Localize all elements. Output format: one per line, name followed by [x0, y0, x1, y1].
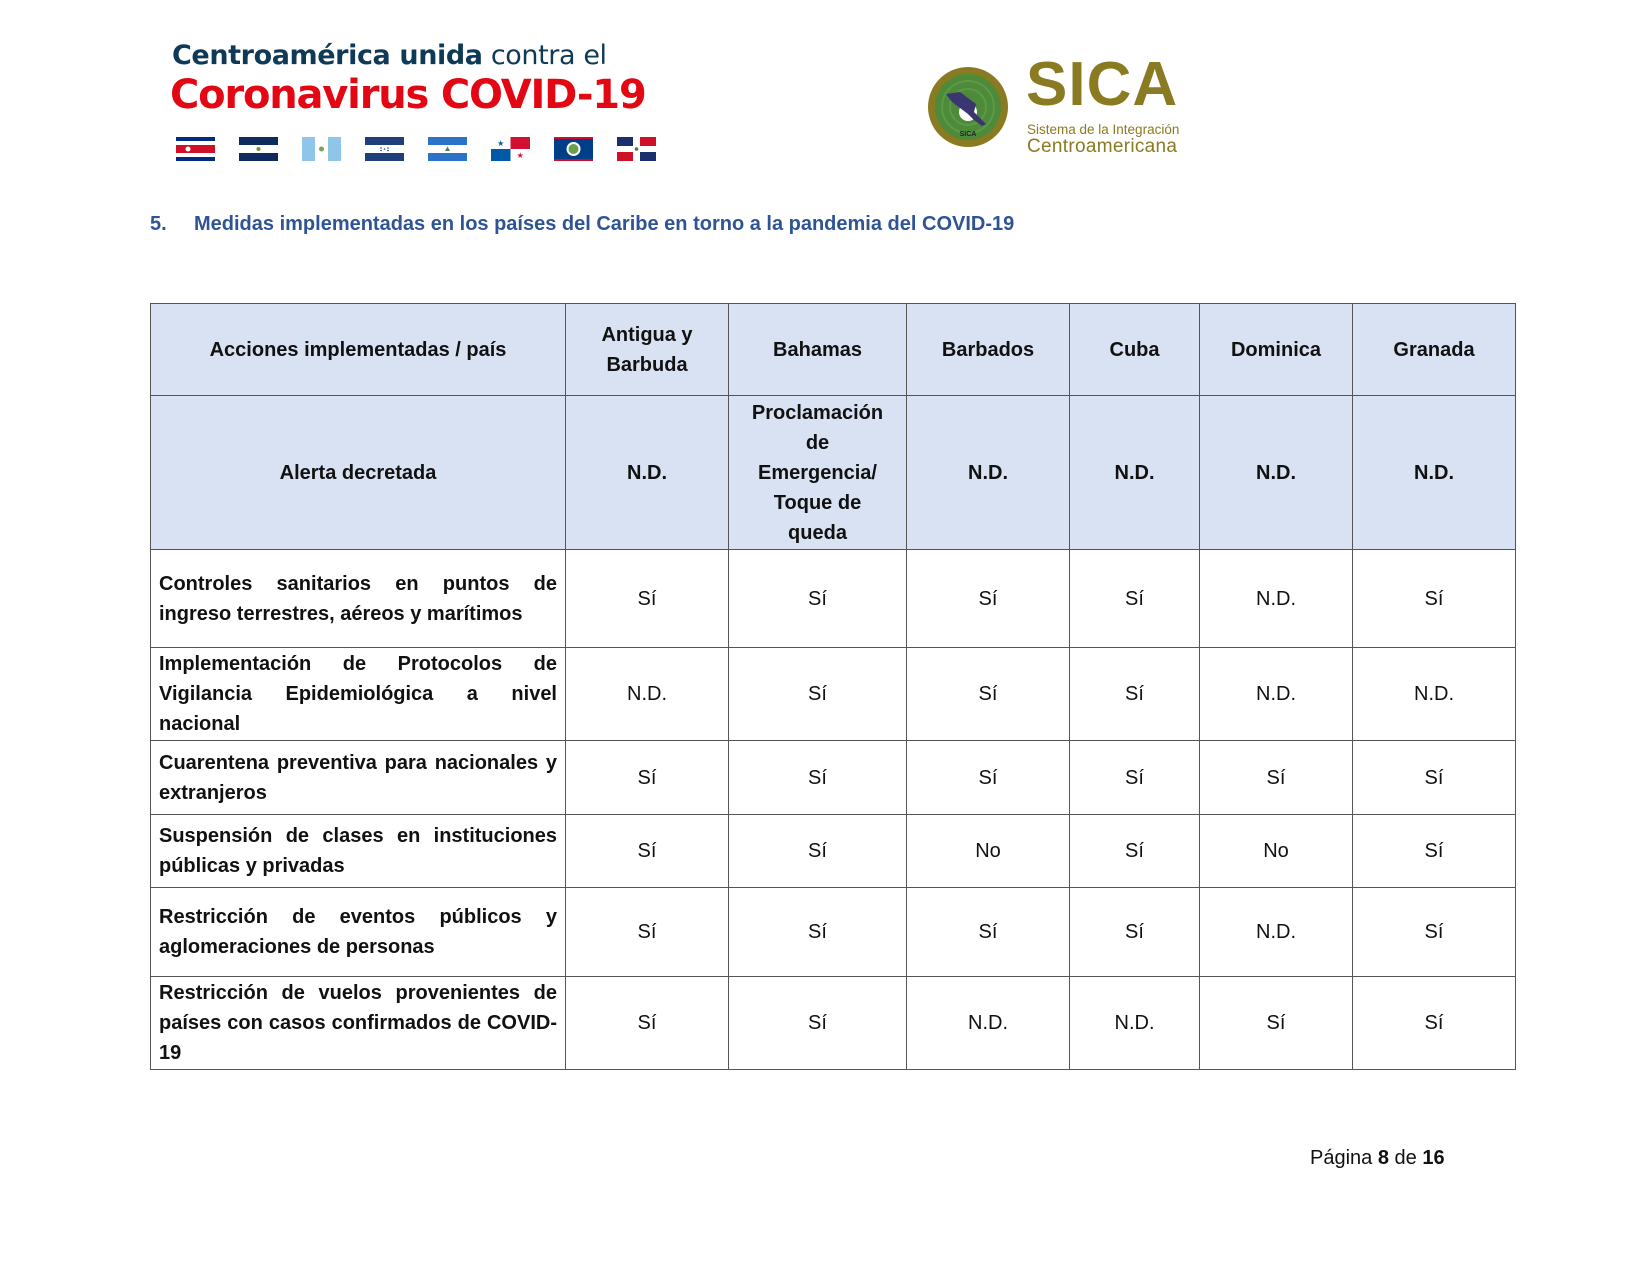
- table-header-row: [151, 304, 1516, 396]
- costa-rica-flag-icon: [176, 137, 215, 161]
- table-cell: Sí: [566, 977, 729, 1070]
- table-cell: N.D.: [1200, 550, 1353, 648]
- column-header-barbados: Barbados: [907, 304, 1070, 396]
- section-title: Medidas implementadas en los países del Caribe en torno a la pandemia del COVID-19: [194, 213, 1015, 235]
- table-cell: Sí: [1353, 977, 1516, 1070]
- table-cell: Sí: [729, 550, 907, 648]
- column-header-dominica: Dominica: [1200, 304, 1353, 396]
- table-cell: N.D.: [1070, 977, 1200, 1070]
- table-cell: Sí: [907, 888, 1070, 977]
- el-salvador-flag-icon: [239, 137, 278, 161]
- table-cell: N.D.: [907, 977, 1070, 1070]
- sica-seal-icon: [916, 52, 1026, 162]
- logo-line-1-regular: contra el: [490, 40, 607, 71]
- table-cell: Sí: [729, 815, 907, 888]
- sica-subtitle-2: Centroamericana: [1027, 136, 1178, 157]
- table-cell: Sí: [1200, 977, 1353, 1070]
- column-header-cuba: Cuba: [1070, 304, 1200, 396]
- table-cell: N.D.: [566, 396, 729, 550]
- guatemala-flag-icon: [302, 137, 341, 161]
- row-action: Restricción de eventos públicos y aglomeraciones de personas: [151, 888, 566, 977]
- total-pages: 16: [1422, 1147, 1445, 1169]
- table-cell: Sí: [1200, 741, 1353, 815]
- table-cell: Sí: [566, 815, 729, 888]
- table-cell: Sí: [1353, 550, 1516, 648]
- logo-line-1-bold: Centroamérica unida: [172, 40, 483, 71]
- table-cell: No: [907, 815, 1070, 888]
- svg-text:★: ★: [516, 151, 524, 160]
- svg-text:★: ★: [497, 139, 505, 148]
- page-number: [1310, 1147, 1445, 1170]
- table-cell: Sí: [729, 741, 907, 815]
- nicaragua-flag-icon: [428, 137, 467, 161]
- table-cell: Sí: [729, 648, 907, 741]
- sica-title: SICA: [1026, 50, 1179, 119]
- column-header-antigua-y-barbuda: Antigua y Barbuda: [566, 304, 729, 396]
- page-label: Página: [1310, 1147, 1373, 1169]
- table-row: [151, 550, 1516, 648]
- of-label: de: [1394, 1147, 1417, 1169]
- table-row: [151, 815, 1516, 888]
- table-cell: Sí: [907, 741, 1070, 815]
- table-cell: N.D.: [1200, 888, 1353, 977]
- table-cell: N.D.: [1070, 396, 1200, 550]
- column-header-actions: Acciones implementadas / país: [151, 304, 566, 396]
- row-action: Restricción de vuelos provenientes de países con casos confirmados de COVID-19: [151, 977, 566, 1070]
- section-number: 5.: [150, 213, 167, 235]
- dominican-republic-flag-icon: [617, 137, 656, 161]
- table-cell: Sí: [566, 888, 729, 977]
- table-cell: Sí: [1353, 741, 1516, 815]
- table-row: [151, 888, 1516, 977]
- sica-subtitle-1: Sistema de la Integración: [1027, 122, 1180, 137]
- table-cell: N.D.: [566, 648, 729, 741]
- table-row: [151, 396, 1516, 550]
- measures-table: [150, 303, 1516, 1070]
- row-action: Suspensión de clases en instituciones públicas y privadas: [151, 815, 566, 888]
- table-cell: Sí: [1070, 550, 1200, 648]
- flags-row: [176, 137, 656, 161]
- logo-line-2: Coronavirus COVID-19: [170, 72, 646, 118]
- svg-text:SICA: SICA: [959, 131, 977, 138]
- column-header-granada: Granada: [1353, 304, 1516, 396]
- row-action: Implementación de Protocolos de Vigilancia Epidemiológica a nivel nacional: [151, 648, 566, 741]
- table-cell: N.D.: [1200, 648, 1353, 741]
- table-row: [151, 977, 1516, 1070]
- table-row: [151, 741, 1516, 815]
- column-header-bahamas: Bahamas: [729, 304, 907, 396]
- table-cell: Sí: [1070, 741, 1200, 815]
- table-cell: Sí: [907, 550, 1070, 648]
- row-action: Cuarentena preventiva para nacionales y extranjeros: [151, 741, 566, 815]
- current-page: 8: [1377, 1147, 1389, 1169]
- table-cell: Sí: [729, 977, 907, 1070]
- honduras-flag-icon: [365, 137, 404, 161]
- logo-line-1: [172, 40, 607, 71]
- row-action: Controles sanitarios en puntos de ingreso terrestres, aéreos y marítimos: [151, 550, 566, 648]
- table-cell: Sí: [1070, 815, 1200, 888]
- table-row: [151, 648, 1516, 741]
- table-cell: Proclamación de Emergencia/ Toque de queda: [729, 396, 907, 550]
- table-cell: Sí: [729, 888, 907, 977]
- table-cell: N.D.: [1200, 396, 1353, 550]
- table-cell: Sí: [1353, 815, 1516, 888]
- sica-logo: [916, 52, 1216, 162]
- row-action: Alerta decretada: [151, 396, 566, 550]
- table-cell: Sí: [1070, 888, 1200, 977]
- table-cell: N.D.: [907, 396, 1070, 550]
- table-cell: N.D.: [1353, 648, 1516, 741]
- table-cell: Sí: [1353, 888, 1516, 977]
- table-cell: Sí: [907, 648, 1070, 741]
- table-cell: N.D.: [1353, 396, 1516, 550]
- section-heading: [150, 213, 1014, 236]
- table-cell: No: [1200, 815, 1353, 888]
- belize-flag-icon: [554, 137, 593, 161]
- covid-campaign-logo: [172, 40, 662, 170]
- table-cell: Sí: [1070, 648, 1200, 741]
- panama-flag-icon: [491, 137, 530, 161]
- table-cell: Sí: [566, 550, 729, 648]
- table-cell: Sí: [566, 741, 729, 815]
